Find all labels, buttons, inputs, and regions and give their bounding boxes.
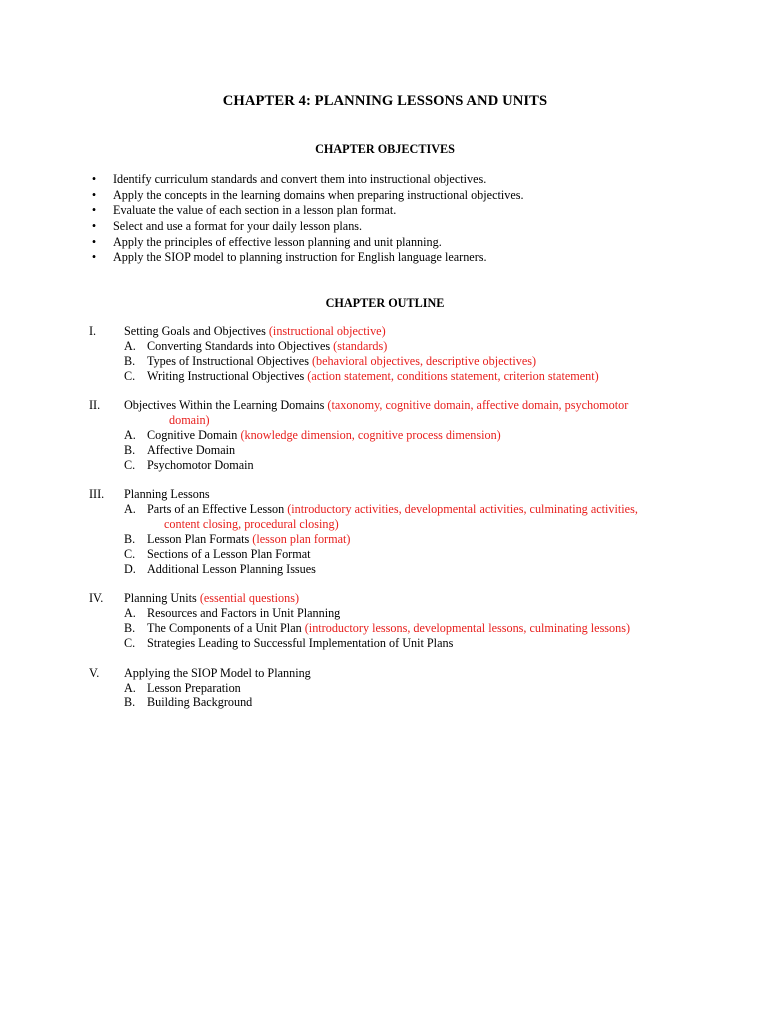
section-numeral: IV. <box>89 591 104 606</box>
chapter-title: CHAPTER 4: PLANNING LESSONS AND UNITS <box>222 93 548 109</box>
subsection: A. Resources and Factors in Unit Planning <box>124 606 341 621</box>
objective-item: • Select and use a format for your daily lesson plans. <box>88 219 524 235</box>
subsection: D. Additional Lesson Planning Issues <box>124 561 316 576</box>
section-numeral: II. <box>89 398 101 413</box>
subsection: A. Cognitive Domain (knowledge dimension, cognitive process dimension) <box>124 428 501 443</box>
subsection: A. Parts of an Effective Lesson (introductory activities, developmental activities, culminating activities, <box>124 502 638 517</box>
subsection: A. Converting Standards into Objectives (standards) <box>124 338 388 353</box>
objectives-heading: CHAPTER OBJECTIVES <box>315 142 455 156</box>
outline-section <box>0 666 770 711</box>
section-heading: Applying the SIOP Model to Planning <box>124 665 311 680</box>
subsection: B. Affective Domain <box>124 442 236 457</box>
section-heading: Planning Units (essential questions) <box>124 591 300 606</box>
subsection-keywords: (action statement, conditions statement, criterion statement) <box>307 368 599 383</box>
subsection: C. Sections of a Lesson Plan Format <box>124 546 311 561</box>
bullet-icon: • <box>91 234 97 249</box>
section-heading-continued: domain) <box>169 413 210 428</box>
subsection: B. Types of Instructional Objectives (behavioral objectives, descriptive objectives) <box>124 353 537 368</box>
subsection-keywords: (behavioral objectives, descriptive objectives) <box>312 353 537 368</box>
section-heading: Setting Goals and Objectives (instructional objective) <box>124 324 386 338</box>
objective-item: • Apply the SIOP model to planning instruction for English language learners. <box>88 250 524 266</box>
section-heading: Planning Lessons <box>124 487 210 502</box>
subsection-keywords: (lesson plan format) <box>252 532 351 547</box>
section-keywords: (instructional objective) <box>268 324 386 338</box>
subsection: B. Lesson Plan Formats (lesson plan format) <box>124 532 351 547</box>
subsection-keywords: (standards) <box>333 338 388 353</box>
bullet-icon: • <box>91 250 97 265</box>
subsection-continued: content closing, procedural closing) <box>164 517 339 532</box>
outline-section <box>0 487 770 576</box>
subsection: C. Writing Instructional Objectives (action statement, conditions statement, criterion statement) <box>124 368 599 383</box>
outline-section <box>0 324 770 384</box>
outline-section <box>0 398 770 473</box>
bullet-icon: • <box>91 172 97 186</box>
section-numeral: V. <box>89 665 100 680</box>
bullet-icon: • <box>91 203 97 218</box>
section-numeral: III. <box>89 487 105 502</box>
subsection-keywords: (knowledge dimension, cognitive process dimension) <box>240 428 501 443</box>
objective-item: • Apply the concepts in the learning domains when preparing instructional objectives. <box>88 188 524 204</box>
objectives-list <box>88 172 524 266</box>
chapter-outline <box>0 324 770 725</box>
section-heading: Objectives Within the Learning Domains (taxonomy, cognitive domain, affective domain, psychomotor <box>124 398 629 413</box>
subsection-keywords: (introductory lessons, developmental lessons, culminating lessons) <box>304 621 631 636</box>
section-numeral: I. <box>89 324 97 338</box>
subsection-keywords: (introductory activities, developmental activities, culminating activities, <box>287 502 638 517</box>
bullet-icon: • <box>91 219 97 234</box>
bullet-icon: • <box>91 187 97 202</box>
objective-item: • Apply the principles of effective lesson planning and unit planning. <box>88 235 524 251</box>
outline-section <box>0 591 770 651</box>
section-keywords: (essential questions) <box>199 591 300 606</box>
objective-item: • Identify curriculum standards and convert them into instructional objectives. <box>88 172 524 188</box>
subsection: C. Psychomotor Domain <box>124 457 254 472</box>
objective-item: • Evaluate the value of each section in a lesson plan format. <box>88 203 524 219</box>
subsection: B. Building Background <box>124 695 253 710</box>
subsection: A. Lesson Preparation <box>124 680 241 695</box>
outline-heading: CHAPTER OUTLINE <box>325 296 445 310</box>
section-keywords: (taxonomy, cognitive domain, affective domain, psychomotor <box>327 398 629 413</box>
subsection: C. Strategies Leading to Successful Implementation of Unit Plans <box>124 636 454 651</box>
subsection: B. The Components of a Unit Plan (introductory lessons, developmental lessons, culminating lessons) <box>124 621 631 636</box>
